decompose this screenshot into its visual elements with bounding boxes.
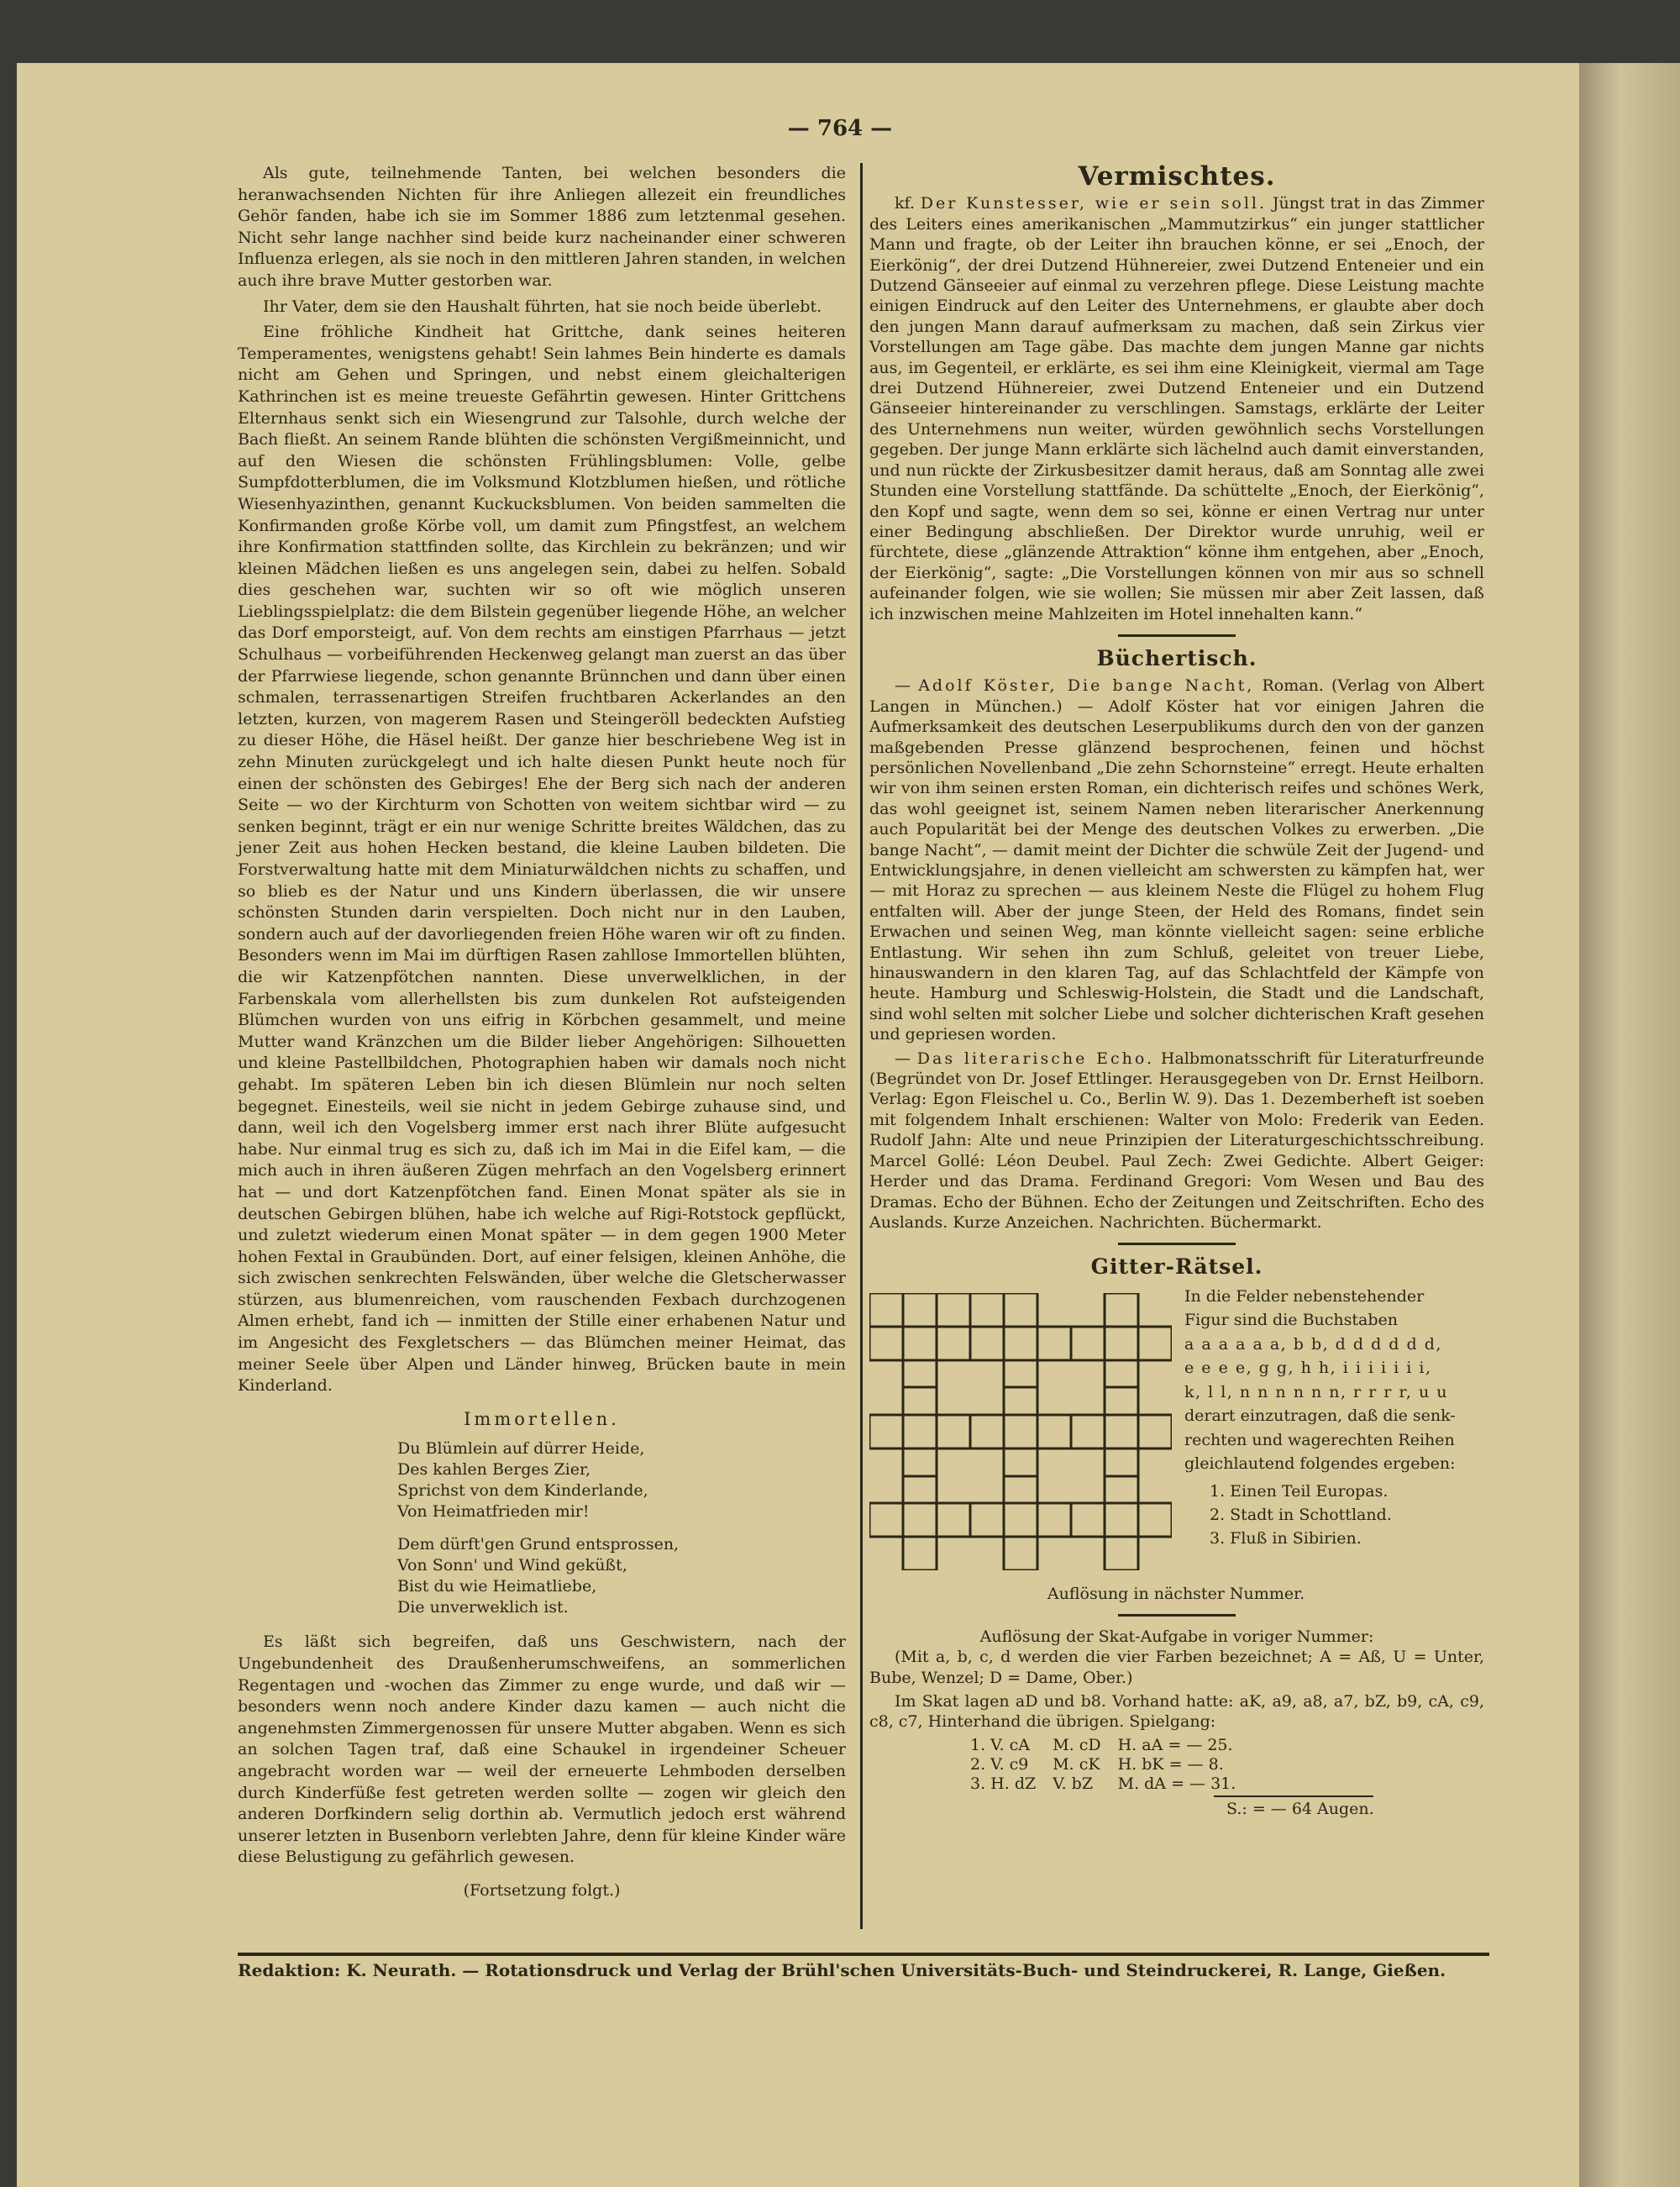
- column-cell-lines: [1004, 1360, 1037, 1570]
- puzzle-cell-row: [869, 1293, 1037, 1327]
- page-number: — 764 —: [787, 116, 893, 141]
- poem-title: Immortellen.: [464, 1408, 620, 1429]
- section-divider: [1118, 1614, 1236, 1617]
- skat-play-table: [962, 1736, 1244, 1794]
- puzzle-block: [869, 1285, 1484, 1604]
- puzzle-row-cells: [869, 1327, 1172, 1360]
- puzzle-row-cells: [869, 1503, 1172, 1537]
- adjacent-page-edge: [1579, 63, 1680, 2187]
- puzzle-letters: e e e e, g g, h h, i i i i i i i,: [1184, 1359, 1432, 1378]
- review-body: Halbmonatsschrift für Literaturfreunde (Begründet von Dr. Josef Ettlinger. Herausgegeben von Dr. Ernst Heilborn. Verlag: Egon Fleischel u. Co., Berlin W. 9). Das 1. Dezemberheft ist soeben mit folgendem Inhalt erschienen: Walter von Molo: Frederik van Eeden. Rudolf Jahn: Alte und neue Prinzipien der Literaturgeschichtsschreibung. Marcel Gollé: Léon Deubel. Paul Zech: Zwei Gedichte. Albert Geiger: Herder und das Drama. Ferdinand Gregori: Vom Wesen und Bau des Dramas. Echo der Bühnen. Echo der Zeitungen und Zeitschriften. Echo des Auslands. Kurze Anzeichen. Nachrichten. Büchermarkt.: [869, 1049, 1484, 1232]
- skat-cell: H. bK = — 8.: [1117, 1754, 1224, 1774]
- skat-row: [962, 1736, 1244, 1755]
- cell-divider: [903, 1415, 1138, 1448]
- review-headline: Das literarische Echo.: [916, 1049, 1155, 1068]
- puzzle-row-cells: [869, 1415, 1172, 1448]
- skat-cell: M. cD: [1053, 1735, 1101, 1754]
- column-divider-lines: [903, 1293, 1138, 1570]
- puzzle-clue: 1. Einen Teil Europas.: [1210, 1481, 1389, 1501]
- continued-note: (Fortsetzung folgt.): [463, 1880, 621, 1900]
- puzzle-column: [903, 1293, 937, 1570]
- section-title-misc: Vermischtes.: [1078, 161, 1276, 192]
- cell-divider: [903, 1327, 1138, 1360]
- skat-cell: 3. H. dZ: [970, 1774, 1037, 1793]
- story-paragraph: Eine fröhliche Kindheit hat Grittche, dank seines heiteren Temperamentes, wenigstens gehabt! Sein lahmes Bein hinderte es damals nicht am Gehen und Springen, und nebst einem gleichalterigen Kathrinchen ist es meine treueste Gefährtin gewesen. Hinter Grittchens Elternhaus senkt sich ein Wiesengrund zur Talsohle, durch welche der Bach fließt. An seinem Rande blühten die schönsten Vergißmeinnicht, und auf den Wiesen die schönsten Frühlingsblumen: Volle, gelbe Sumpfdotterblumen, die im Volksmund Klotzblumen hießen, und rötliche Wiesenhyazinthen, genannt Kuckucksblumen. Von beiden sammelten die Konfirmanden große Körbe voll, um damit zum Pfingstfest, an welchem ihre Konfirmation stattfinden sollte, das Kirchlein zu bekränzen; und wir kleinen Mädchen ließen es uns angelegen sein, dabei zu helfen. Sobald dies geschehen war, suchten wir so oft wie möglich unseren Lieblingsspielplatz: die dem Bilstein gegenüber liegende Höhe, an welcher das Dorf emporsteigt, auf. Von dem rechts am einstigen Pfarrhaus — jetzt Schulhaus — vorbeiführenden Heckenweg gelangt man zuerst an das über der Pfarrwiese liegende, schon genannte Brünnchen und dann über einen schmalen, terrassenartigen Streifen fruchtbaren Ackerlandes an den letzten, kurzen, von magerem Rasen und Steingeröll bedeckten Aufstieg zu dieser Höhe, die Häsel heißt. Der ganze hier beschriebene Weg ist in zehn Minuten zurückgelegt und ich halte diesen Punkt heute noch für einen der schönsten des Gebirges! Ehe der Berg sich nach der anderen Seite — wo der Kirchturm von Schotten von weitem sichtbar wird — zu senken beginnt, trägt er ein nur wenige Schritte breites Wäldchen, das zu jener Zeit aus hohen Hecken bestand, die kleine Lauben bildeten. Die Forstverwaltung hatte mit dem Miniaturwäldchen nichts zu schaffen, und so blieb es der Natur und uns Kindern überlassen, die wir unsere schönsten Stunden darin verspielten. Doch nicht nur in den Lauben, sondern auch auf der davorliegenden freien Höhe waren wir oft zu finden. Besonders wenn im Mai im dürftigen Rasen zahllose Immortellen blühten, die wir Katzenpfötchen nannten. Diese unverwelklichen, in der Farbenskala vom allerhellsten bis zum dunkelen Rot aufsteigenden Blümchen wurden von uns eifrig in Körbchen gesammelt, und meine Mutter wand Kränzchen um die Bilder lieber Angehörigen: Silhouetten und kleine Pastellbildchen, Photographien haben wir damals noch nicht gehabt. Im späteren Leben bin ich diesen Blümlein nur noch selten begegnet. Einesteils, weil sie nicht in jedem Gebirge zuhause sind, und dann, weil ich den Vogelsberg immer erst nach ihrer Blüte aufgesucht habe. Nur einmal trug es sich zu, daß ich im Mai in die Eifel kam, — die mich auch in ihren äußeren Zügen mehrfach an den Vogelsberg erinnert hat — und dort Katzenpfötchen fand. Einen Monat später als sie in deutschen Gebirgen blühen, habe ich welche auf Rigi-Rotstock gepflückt, und zuletzt wiederum einen Monat später — in dem gegen 1900 Meter hohen Fextal in Graubünden. Dort, auf einer felsigen, kleinen Anhöhe, die sich zwischen senkrechten Felswänden, über welche die Gletscherwasser stürzen, aus blumenreichen, vom rauschenden Fexbach durchzogenen Almen erhebt, fand ich — inmitten der Stille einer erhabenen Natur und im Angesicht des Fexgletschers — das Blümchen meiner Heimat, das meiner Seele über Alpen und Länder hinweg, Brücken baute in mein Kinderland.: [238, 323, 846, 1396]
- footer-rule: [238, 1953, 1489, 1956]
- column-cell-lines: [1105, 1293, 1138, 1570]
- book-review: [869, 1049, 1484, 1233]
- poem-line: Die unverweklich ist.: [397, 1598, 569, 1617]
- review-lead: —: [895, 1049, 917, 1068]
- skat-sum: S.: = — 64 Augen.: [1226, 1799, 1374, 1818]
- poem-stanza: [397, 1438, 846, 1522]
- left-column: [238, 163, 846, 1902]
- section-title-puzzle: Gitter-Rätsel.: [1090, 1254, 1263, 1280]
- review-headline: Adolf Köster, Die bange Nacht,: [918, 676, 1255, 696]
- puzzle-column: [1004, 1293, 1037, 1570]
- column-cell-lines: [903, 1360, 937, 1570]
- poem-immortellen: [238, 1409, 846, 1619]
- right-column: [869, 163, 1484, 1819]
- puzzle-solution-note: Auflösung in nächster Nummer.: [1047, 1584, 1305, 1603]
- skat-row: [962, 1774, 1244, 1794]
- puzzle-text-line: Figur sind die Buchstaben: [1184, 1311, 1399, 1330]
- poem-line: Von Heimatfrieden mir!: [397, 1502, 590, 1522]
- skat-text: Im Skat lagen aD und b8. Vorhand hatte: aK, a9, a8, a7, bZ, b9, cA, c9, c8, c7, Hinterhand die übrigen. Spielgang:: [869, 1691, 1484, 1732]
- puzzle-letters: k, l l, n n n n n n, r r r r, u u: [1184, 1382, 1449, 1401]
- skat-cell: 2. V. c9: [970, 1754, 1029, 1774]
- skat-cell: M. cK: [1053, 1754, 1100, 1774]
- skat-cell: V. bZ: [1053, 1774, 1094, 1793]
- column-divider: [860, 163, 863, 1929]
- skat-cell: H. aA = — 25.: [1117, 1735, 1233, 1754]
- puzzle-text-line: gleichlautend folgendes ergeben:: [1184, 1454, 1456, 1474]
- review-lead: —: [895, 676, 919, 696]
- story-paragraph: Ihr Vater, dem sie den Haushalt führten, hat sie noch beide überlebt.: [263, 297, 822, 316]
- section-divider: [1118, 1243, 1236, 1245]
- skat-cell: M. dA = — 31.: [1117, 1774, 1236, 1793]
- puzzle-grid: [869, 1293, 1172, 1570]
- poem-line: Bist du wie Heimatliebe,: [397, 1577, 597, 1596]
- article-prefix: kf.: [895, 194, 921, 213]
- book-review: [869, 676, 1484, 1044]
- imprint-footer: Redaktion: K. Neurath. — Rotationsdruck und Verlag der Brühl'schen Universitäts-Buch- und Steindruckerei, R. Lange, Gießen.: [238, 1960, 1446, 1980]
- skat-row: [962, 1755, 1244, 1774]
- poem-line: Dem dürft'gen Grund entsprossen,: [397, 1535, 680, 1554]
- poem-line: Von Sonn' und Wind geküßt,: [397, 1556, 627, 1575]
- puzzle-instructions: [1184, 1285, 1483, 1550]
- puzzle-column: [1105, 1293, 1138, 1570]
- skat-cell: 1. V. cA: [970, 1735, 1031, 1754]
- poem-line: Du Blümlein auf dürrer Heide,: [397, 1439, 645, 1459]
- poem-line: Sprichst von dem Kinderlande,: [397, 1481, 648, 1501]
- puzzle-clue: 3. Fluß in Sibirien.: [1210, 1528, 1362, 1548]
- puzzle-text-line: In die Felder nebenstehender: [1184, 1286, 1425, 1306]
- poem-stanza: [397, 1534, 846, 1618]
- story-paragraph: Als gute, teilnehmende Tanten, bei welchen besonders die heranwachsenden Nichten für ihre Anliegen allezeit ein freundliches Gehör fanden, habe ich sie im Sommer 1886 zum letztenmal gesehen. Nicht sehr lange nachher sind beide kurz nacheinander einer schweren Influenza erlegen, als sie noch in den mittleren Jahren standen, in welchen auch ihre brave Mutter gestorben war.: [238, 164, 846, 290]
- puzzle-clue: 2. Stadt in Schottland.: [1210, 1505, 1392, 1524]
- article-body: Jüngst trat in das Zimmer des Leiters eines amerikanischen „Mammutzirkus“ ein junger stattlicher Mann und fragte, ob der Leiter ihn brauchen könne, er sei „Enoch, der Eierkönig“, der drei Dutzend Hühnereier, zwei Dutzend Enteneier und ein Dutzend Gänseeier auf einmal zu verzehren pflege. Diese Leistung machte einigen Eindruck auf den Leiter des Unternehmens, er glaubte aber doch den jungen Mann darauf aufmerksam zu machen, daß sein Zirkus vier Vorstellungen am Tage gäbe. Das machte dem jungen Manne gar nichts aus, im Gegenteil, er erklärte, es sei ihm eine Kleinigkeit, viermal am Tage drei Dutzend Hühnereier, zwei Dutzend Enteneier und ein Dutzend Gänseeier hintereinander zu verschlingen. Samstags, erklärte der Leiter des Unternehmens nun weiter, würden gewöhnlich sechs Vorstellungen gegeben. Der junge Mann erklärte sich lächelnd auch damit einverstanden, und nun rückte der Zirkusbesitzer damit heraus, daß am Sonntag alle zwei Stunden eine Vorstellung stattfände. Da schüttelte „Enoch, der Eierkönig“, den Kopf und sagte, wenn dem so sei, könne er einen Vertrag nur unter einer Bedingung abschließen. Der Direktor wurde unruhig, weil er fürchtete, diese „glänzende Attraktion“ könne ihm entgehen, aber „Enoch, der Eierkönig“, sagte: „Die Vorstellungen können von mir aus so schnell aufeinander folgen, wie sie wollen; Sie müssen mir aber Zeit lassen, daß ich inzwischen meine Mahlzeiten im Hotel innehalten kann.“: [869, 194, 1484, 623]
- poem-line: Des kahlen Berges Zier,: [397, 1460, 591, 1480]
- review-body: Roman. (Verlag von Albert Langen in München.) — Adolf Köster hat vor einigen Jahren die Aufmerksamkeit des deutschen Leserpublikums durch den von der ganzen maßgebenden Presse glänzend besprochenen, feinen und höchst persönlichen Novellenband „Die zehn Schornsteine“ erregt. Heute erhalten wir von ihm seinen ersten Roman, ein dichterisch reifes und schönes Werk, das wohl geeignet ist, seinem Namen neben literarischer Anerkennung auch Popularität bei der Menge des deutschen Volkes zu erwerben. „Die bange Nacht“, — damit meint der Dichter die schwüle Zeit der Jugend- und Entwicklungsjahre, in denen vielleicht am schwersten zu kämpfen hat, wer — mit Horaz zu sprechen — aus kleinem Neste die Flügel zu hohem Flug entfalten will. Aber der junge Steen, der Held des Romans, findet sein Erwachen und seinen Weg, man könnte vielleicht sagen: seine erbliche Entlastung. Wir sehen ihn zum Schluß, geleitet von treuer Liebe, hinauswandern in den klaren Tag, auf das Schlachtfeld der Kämpfe von heute. Hamburg und Schleswig-Holstein, die Stadt und die Landschaft, sind wohl selten mit solcher Liebe und solcher dichterischen Kraft gesehen und gepriesen worden.: [869, 676, 1484, 1044]
- section-divider: [1118, 634, 1236, 637]
- puzzle-text-line: rechten und wagerechten Reihen: [1184, 1430, 1455, 1449]
- puzzle-letters: a a a a a a, b b, d d d d d d,: [1184, 1334, 1442, 1354]
- misc-article: [869, 193, 1484, 624]
- section-title-books: Büchertisch.: [1096, 645, 1257, 670]
- cell-divider: [903, 1503, 1138, 1537]
- article-headline: Der Kunstesser, wie er sein soll.: [920, 194, 1268, 213]
- story-paragraph: Es läßt sich begreifen, daß uns Geschwistern, nach der Ungebundenheit des Draußenherumschweifens, an sommerlichen Regentagen und -wochen das Zimmer zu enge wurde, und daß wir — besonders wenn noch andere Kinder dazu kamen — auch nicht die angenehmsten Zimmergenossen für unsere Mutter abgaben. Wenn es sich an solchen Tagen traf, daß eine Schaukel in irgendeiner Scheuer angebracht worden war — weil der erneuerte Lehmboden derselben durch Kinderfüße fest getreten werden sollte — zogen wir gleich den anderen Dorfkindern selig dorthin ab. Vermutlich jedoch erst während unserer letzten in Busenborn verlebten Jahre, denn für kleine Kinder wäre diese Belustigung zu gefährlich gewesen.: [238, 1632, 846, 1867]
- sum-rule: [1214, 1795, 1373, 1797]
- puzzle-clues: [1184, 1480, 1483, 1550]
- puzzle-text-line: derart einzutragen, daß die senk-: [1184, 1406, 1456, 1426]
- skat-note: (Mit a, b, c, d werden die vier Farben bezeichnet; A = Aß, U = Unter, Bube, Wenzel; D = Dame, Ober.): [869, 1648, 1484, 1687]
- skat-title: Auflösung der Skat-Aufgabe in voriger Nummer:: [979, 1627, 1374, 1646]
